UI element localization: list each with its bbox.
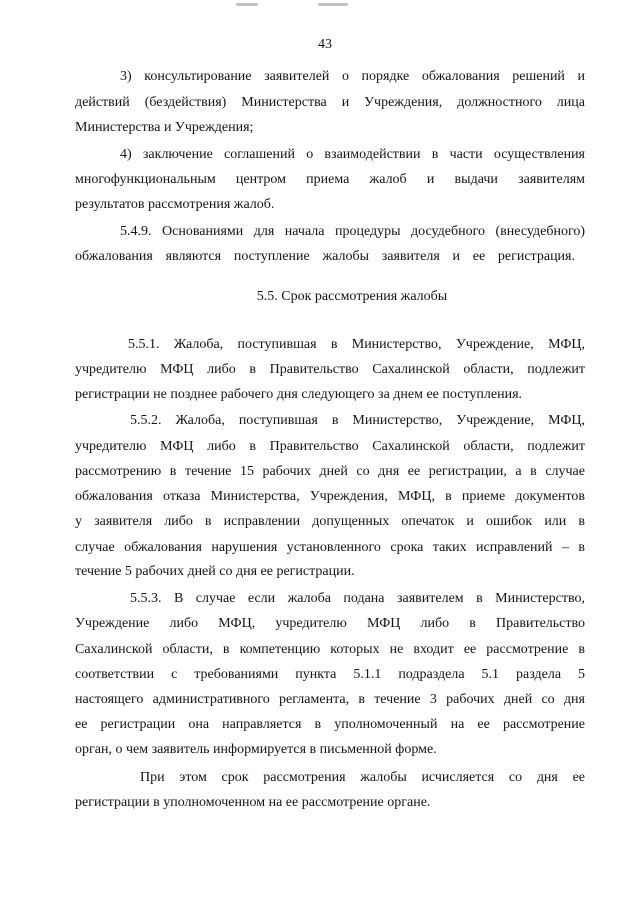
paragraph-line: действий (бездействия) Министерства и Учреждения, должностного лица — [75, 95, 585, 110]
paragraph-line: 5.5.2. Жалоба, поступившая в Министерство, Учреждение, МФЦ, — [130, 413, 585, 428]
paragraph-line: рассмотрению в течение 15 рабочих дней со дня ее регистрации, а в случае — [75, 464, 585, 479]
paragraph-line: 5.4.9. Основаниями для начала процедуры досудебного (внесудебного) — [120, 224, 585, 239]
scan-artifact — [318, 3, 348, 6]
paragraph-line: орган, о чем заявитель информируется в письменной форме. — [75, 742, 437, 757]
paragraph-line: учредителю МФЦ либо в Правительство Сахалинской области, подлежит — [75, 439, 585, 454]
paragraph-line: случае обжалования нарушения установленного срока таких исправлений – в — [75, 540, 585, 555]
paragraph-line: регистрации в уполномоченном на ее рассмотрение органе. — [75, 795, 431, 810]
paragraph-line: обжалования отказа Министерства, Учреждения, МФЦ, в приеме документов — [75, 489, 585, 504]
paragraph-line: учредителю МФЦ либо в Правительство Сахалинской области, подлежит — [75, 362, 585, 377]
paragraph-line: ее регистрации она направляется в уполномоченный на ее рассмотрение — [75, 717, 585, 732]
paragraph-line: 3) консультирование заявителей о порядке обжалования решений и — [120, 69, 585, 84]
paragraph-line: обжалования являются поступление жалобы заявителя и ее регистрация. — [75, 249, 575, 264]
paragraph-line: Учреждение либо МФЦ, учредителю МФЦ либо в Правительство — [75, 616, 585, 631]
paragraph-line: настоящего административного регламента, в течение 3 рабочих дней со дня — [75, 692, 585, 707]
paragraph-line: регистрации не позднее рабочего дня следующего за днем ее поступления. — [75, 387, 523, 402]
scan-artifact — [236, 3, 258, 6]
paragraph-line: соответствии с требованиями пункта 5.1.1 подраздела 5.1 раздела 5 — [75, 667, 585, 682]
paragraph-line: Министерства и Учреждения; — [75, 120, 254, 135]
section-heading: 5.5. Срок рассмотрения жалобы — [256, 289, 448, 304]
paragraph-line: результатов рассмотрения жалоб. — [75, 197, 275, 212]
paragraph-line: многофункциональным центром приема жалоб и выдачи заявителям — [75, 172, 585, 187]
paragraph-line: 4) заключение соглашений о взаимодействии в части осуществления — [120, 147, 585, 162]
paragraph-line: 5.5.1. Жалоба, поступившая в Министерство, Учреждение, МФЦ, — [128, 337, 585, 352]
paragraph-line: При этом срок рассмотрения жалобы исчисляется со дня ее — [140, 770, 585, 785]
paragraph-line: 5.5.3. В случае если жалоба подана заявителем в Министерство, — [130, 591, 585, 606]
paragraph-line: у заявителя либо в исправлении допущенных опечаток и ошибок или в — [75, 514, 585, 529]
paragraph-line: течение 5 рабочих дней со дня ее регистрации. — [75, 564, 355, 579]
paragraph-line: Сахалинской области, в компетенцию которых не входит ее рассмотрение в — [75, 642, 585, 657]
page-number: 43 — [318, 37, 332, 52]
